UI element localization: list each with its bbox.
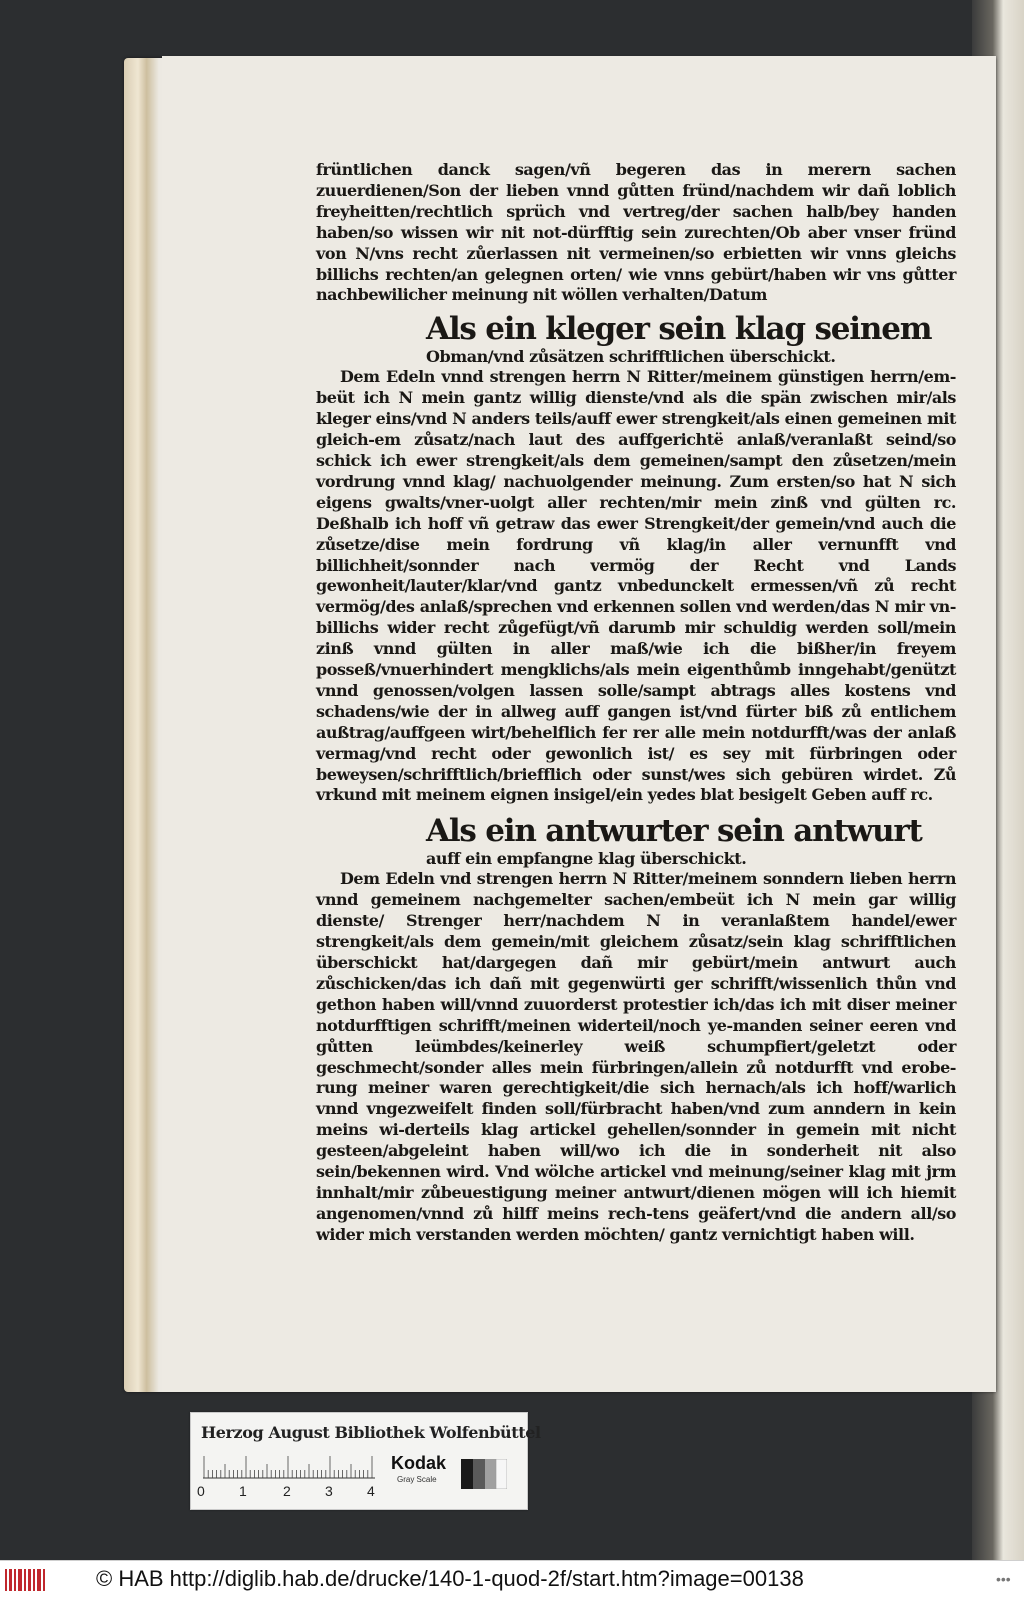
kodak-logo: Kodak	[391, 1453, 447, 1473]
more-icon[interactable]: •••	[996, 1571, 1011, 1587]
library-color-card	[190, 1412, 541, 1510]
subheading-antwurter: auff ein empfangne klag überschickt.	[426, 849, 747, 869]
grayscale-label: Gray Scale	[397, 1475, 437, 1484]
ruler-number: 0	[197, 1483, 205, 1499]
ruler-number: 1	[239, 1483, 247, 1499]
footer-bar	[0, 1560, 1024, 1597]
paragraph-2: Dem Edeln vnnd strengen herrn N Ritter/meinem günstigen herrn/em-beüt ich N mein gantz willig dienste/vnd als die spän zwischen mir/als kleger eins/vnd N anders teils/auff ewer strengkeit/als einen gemeinen mit gleich-em zůsatz/nach laut des auffgerichtë anlaß/veranlaßt seind/so schick ich ewer strengkeit/als dem gemeinen/sampt den zůsetzen/mein vordrung vnnd klag/ nachuolgender meinung. Zum ersten/so hat N sich eigens gwalts/vner-uolgt aller rechten/mir mein zinß vnd gülten rc. Deßhalb ich hoff vñ getraw das ewer Strengkeit/der gemein/vnd auch die zůsetze/dise mein fordrung vñ klag/in aller vernunfft vnd billichheit/sonnder nach vermög der Recht vnd Lands gewonheit/lauter/klar/vnd gantz vnbedunckelt ermessen/vñ zů recht vermög/des anlaß/sprechen vnd erkennen sollen vnd werden/das N mir vn-billichs wider recht zůgefügt/vñ darumb mir schuldig werden soll/mein zinß vnnd gülten in aller maß/wie ich die bißher/in freyem posseß/vnuerhindert mengklichs/als mein eigenthůmb inngehabt/genützt vnnd genossen/volgen lassen solle/sampt abtrags alles kostens vnd schadens/wie der in allweg auff gangen ist/vnd fürter biß zů entlichem außtrag/auffgeen wirt/behelflich fer rer alle mein notdurfft/was der anlaß vermag/vnd recht oder gewonlich ist/ es sey mit fürbringen oder beweysen/schrifftlich/briefflich oder sunst/wes sich gebüren wirdet. Zů vrkund mit meinem eignen insigel/ein yedes blat besigelt Geben auff rc.	[316, 367, 956, 805]
footer-link[interactable]: © HAB http://diglib.hab.de/drucke/140-1-quod-2f/start.htm?image=00138	[96, 1566, 804, 1591]
page-text	[316, 160, 956, 1246]
grayscale-patches	[461, 1459, 507, 1489]
ruler-number: 3	[325, 1483, 333, 1499]
paragraph-3: Dem Edeln vnd strengen herrn N Ritter/meinem sonndern lieben herrn vnnd gemeinem nachgemelter sachen/embeüt ich N mein gar willig dienste/ Strenger herr/nachdem N in veranlaßtem handel/ewer strengkeit/als dem gemein/mit gleichem zůsatz/sein klag schrifftlichen überschickt hat/dargegen dañ mir gebürt/mein antwurt auch zůschicken/das ich dañ mit gegenwürti ger schrifft/wissenlich thůn vnd gethon haben will/vnnd zuuorderst protestier ich/das ich mit diser meiner notdurfftigen schrifft/meinen widerteil/noch ye-manden seiner eeren vnd gůtten leümbdes/keinerley weiß schumpfiert/geletzt oder geschmecht/sonder alles mein fürbringen/allein zů notdurfft vnd erobe-rung meiner waren gerechtigkeit/die sich hernach/als ich hoff/warlich vnnd vngezweifelt finden soll/fürbracht haben/vnd zum anndern in kein meins wi-derteils klag artickel gehellen/sonnder in gemein mit nicht gesteen/abgeleint haben will/wo ich die in sonderheit nit also sein/bekennen wird. Vnd wölche artickel vnd meinung/seiner klag mit jrm innhalt/mir zůbeuestigung meiner antwurt/dienen mögen will ich hiemit angenomen/vnnd zů hilff meins rech-tens geäfert/vnd die andern all/so wider mich verstanden werden möchten/ gantz vernichtigt haben will.	[316, 869, 956, 1244]
ruler-number: 4	[367, 1483, 375, 1499]
library-name: Herzog August Bibliothek Wolfenbüttel	[201, 1423, 541, 1442]
subheading-kleger: Obman/vnd zůsätzen schrifftlichen überschickt.	[426, 347, 836, 367]
heading-kleger: Als ein kleger sein klag seinem	[426, 311, 932, 348]
heading-antwurter: Als ein antwurter sein antwurt	[426, 813, 922, 850]
paragraph-1: früntlichen danck sagen/vñ begeren das in merern sachen zuuerdienen/Son der lieben vnnd gůtten fründ/nachdem wir dañ loblich freyheitten/rechtlich sprüch vnd vertreg/der sachen halb/bey handen haben/so wissen wir nit not-dürfftig sein zurechten/Ob aber vnser fründ von N/vns recht zůerlassen nit vermeinen/so erbietten wir vnns gleichs billichs rechten/an gelegnen orten/ wie vnns gebürt/haben wir vns gůtter nachbewilicher meinung nit wöllen verhalten/Datum	[316, 160, 956, 305]
ruler-numbers	[197, 1483, 387, 1503]
ruler-number: 2	[283, 1483, 291, 1499]
scale-ruler	[203, 1449, 375, 1479]
hab-logo-icon	[4, 1567, 48, 1593]
